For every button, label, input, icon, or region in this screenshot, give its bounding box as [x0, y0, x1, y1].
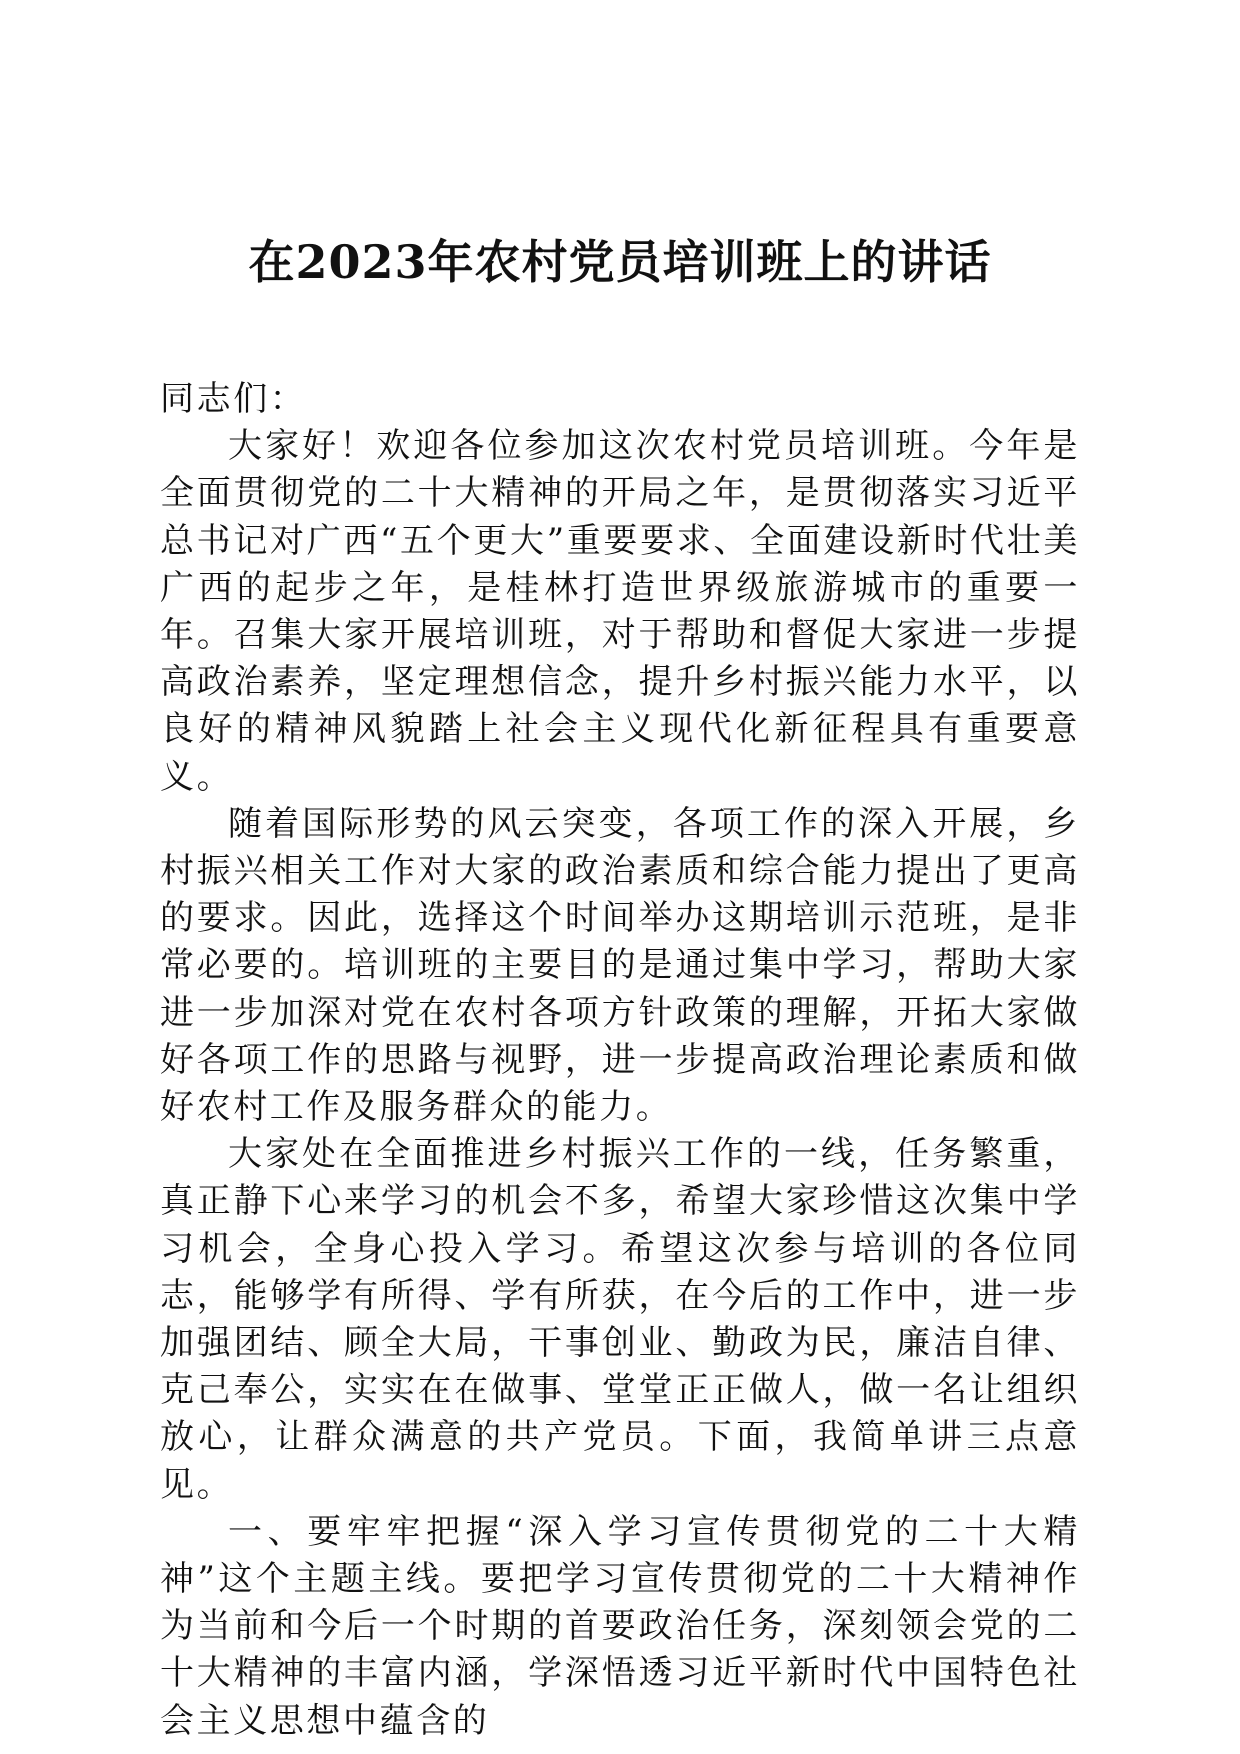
paragraph-point-one: 一、要牢牢把握“深入学习宣传贯彻党的二十大精神”这个主题主线。要把学习宣传贯彻党的二十大精神作为当前和今后一个时期的首要政治任务，深刻领会党的二十大精神的丰富内涵，学深悟透习近平新时代中国特色社会主义思想中蕴含的: [160, 1511, 1080, 1741]
speech-body: [160, 376, 1080, 1745]
paragraph-expectations: 大家处在全面推进乡村振兴工作的一线，任务繁重，真正静下心来学习的机会不多，希望大家珍惜这次集中学习机会，全身心投入学习。希望这次参与培训的各位同志，能够学有所得、学有所获，在今后的工作中，进一步加强团结、顾全大局，干事创业、勤政为民，廉洁自律、克己奉公，实实在在做事、堂堂正正做人，做一名让组织放心，让群众满意的共产党员。下面，我简单讲三点意见。: [160, 1134, 1080, 1505]
document-title: 在2023年农村党员培训班上的讲话: [248, 235, 992, 289]
paragraph-opening: 大家好！欢迎各位参加这次农村党员培训班。今年是全面贯彻党的二十大精神的开局之年，是贯彻落实习近平总书记对广西“五个更大”重要要求、全面建设新时代壮美广西的起步之年，是桂林打造世界级旅游城市的重要一年。召集大家开展培训班，对于帮助和督促大家进一步提高政治素养，坚定理想信念，提升乡村振兴能力水平，以良好的精神风貌踏上社会主义现代化新征程具有重要意义。: [160, 426, 1080, 797]
salutation: 同志们：: [160, 379, 307, 419]
paragraph-purpose: 随着国际形势的风云突变，各项工作的深入开展，乡村振兴相关工作对大家的政治素质和综合能力提出了更高的要求。因此，选择这个时间举办这期培训示范班，是非常必要的。培训班的主要目的是通过集中学习，帮助大家进一步加深对党在农村各项方针政策的理解，开拓大家做好各项工作的思路与视野，进一步提高政治理论素质和做好农村工作及服务群众的能力。: [160, 803, 1080, 1128]
